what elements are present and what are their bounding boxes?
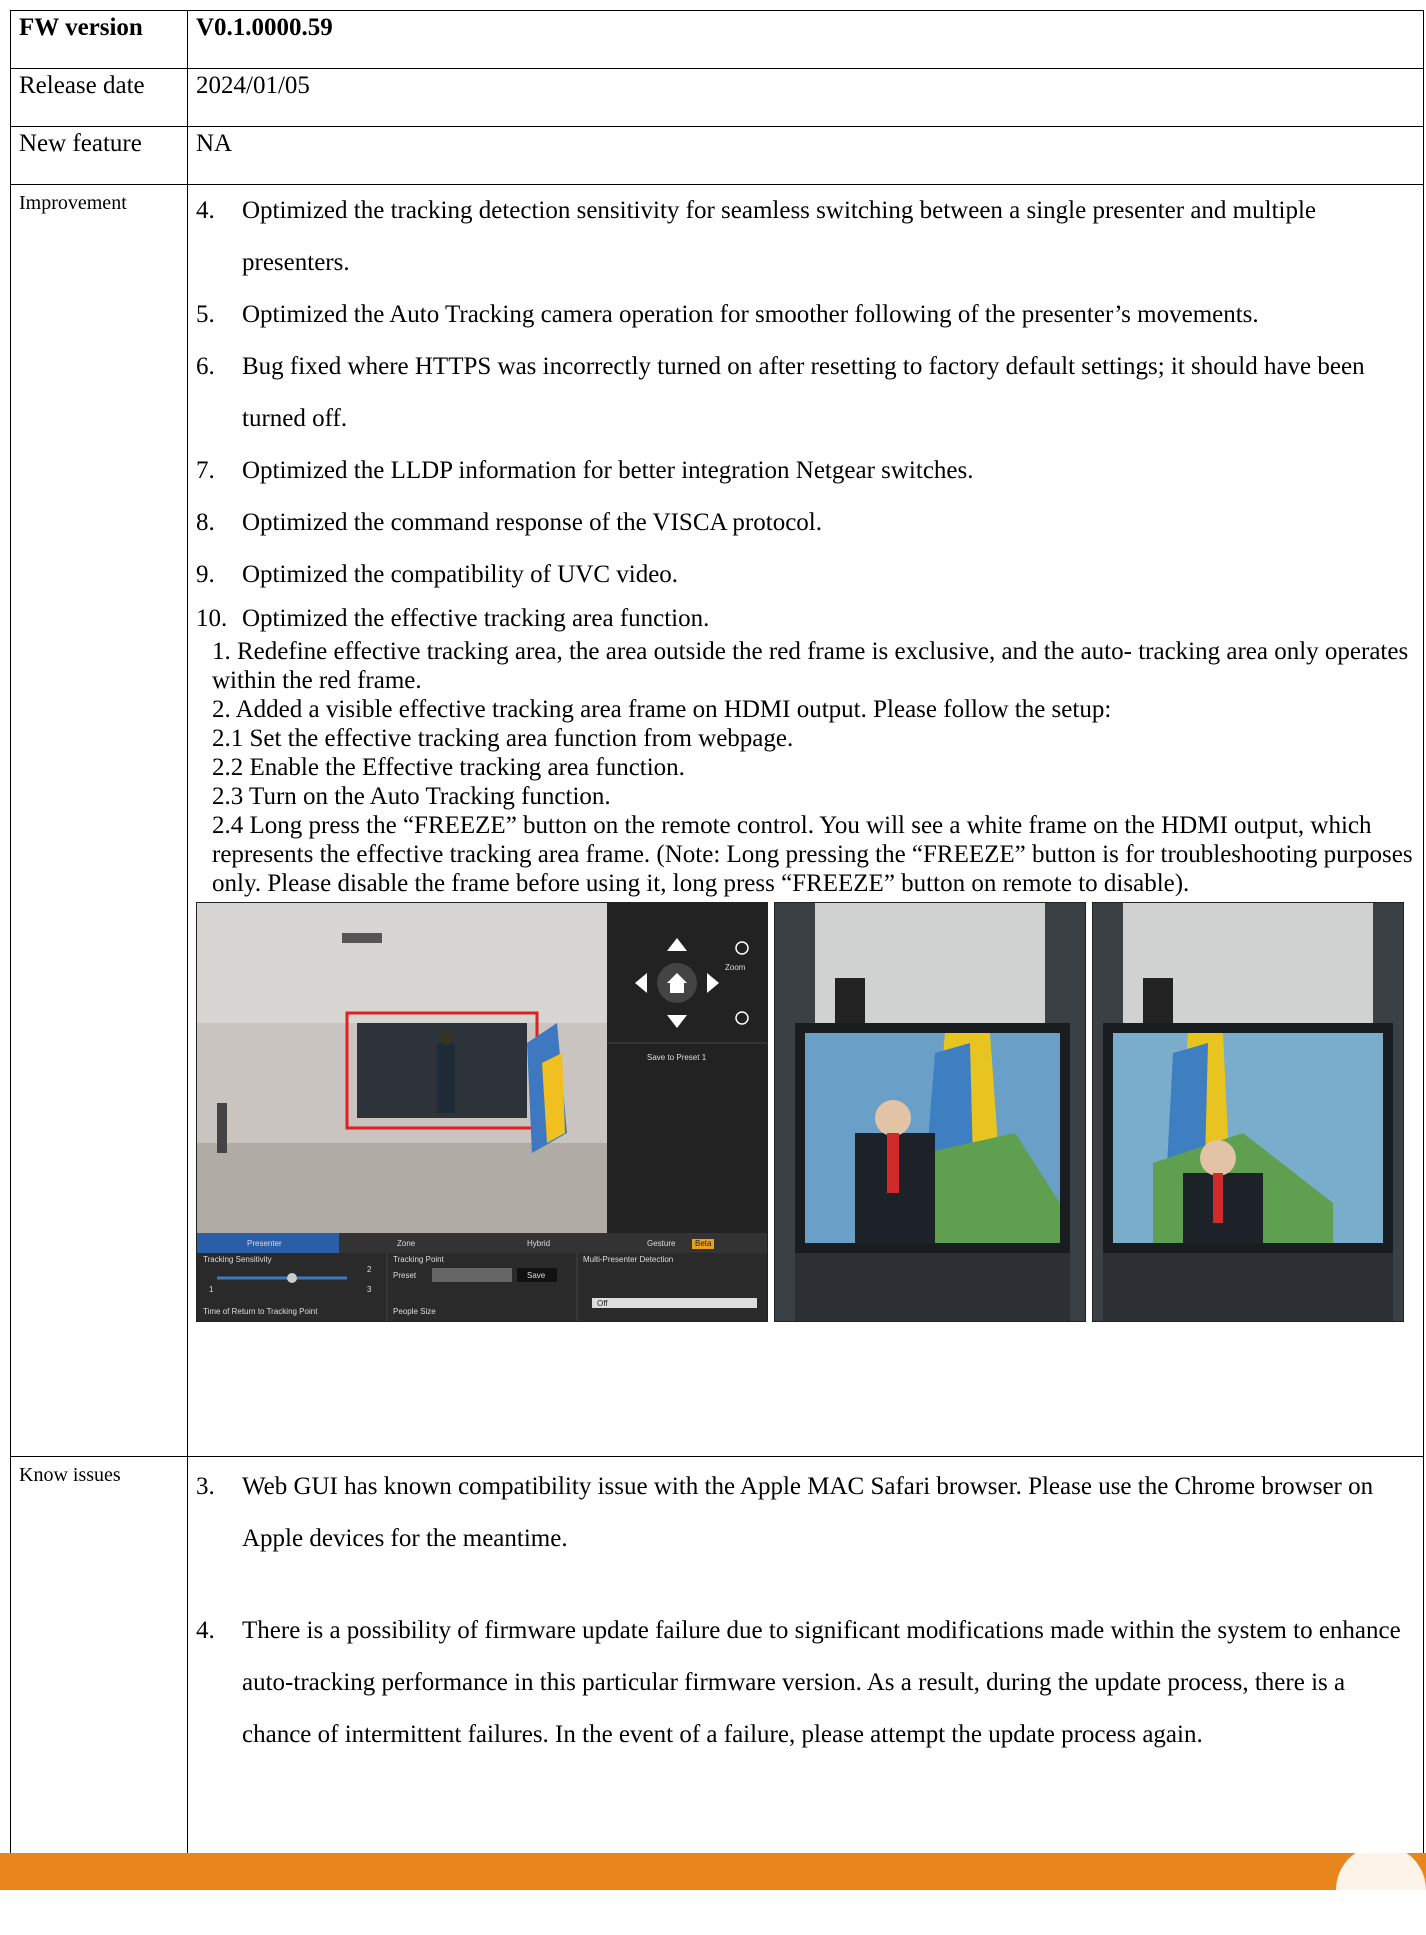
- preset-save-button[interactable]: Save: [527, 1271, 546, 1280]
- fw-version-label-text: FW version: [19, 14, 143, 41]
- list-item-number: 4.: [196, 1617, 215, 1644]
- row-improvement: [11, 185, 1424, 1457]
- known-issues-label: [11, 1457, 188, 1877]
- sub-step: 2.1 Set the effective tracking area function from webpage.: [212, 725, 794, 752]
- hdmi-photo-1-art: [775, 903, 1085, 1322]
- list-item-number: 9.: [196, 561, 215, 588]
- list-item: [196, 445, 1415, 497]
- list-item-text: Optimized the compatibility of UVC video.: [242, 561, 679, 588]
- row-known-issues: [11, 1457, 1424, 1877]
- new-feature-label-text: New feature: [19, 130, 142, 157]
- sub-step: 1. Redefine effective tracking area, the area outside the red frame is exclusive, and the auto- tracking area only operates within the red frame.: [212, 638, 1409, 694]
- list-item-text: Optimized the command response of the VISCA protocol.: [242, 509, 822, 536]
- release-date-label-text: Release date: [19, 72, 145, 99]
- list-item-text: Web GUI has known compatibility issue with the Apple MAC Safari browser. Please use the Chrome browser on Apple devices for the meantime.: [242, 1473, 1374, 1552]
- list-item-number: 5.: [196, 301, 215, 328]
- improvement-content: [188, 185, 1424, 1457]
- brand-logo-icon: [1336, 1845, 1426, 1935]
- improvement-label-text: Improvement: [19, 192, 127, 214]
- row-release-date: [11, 69, 1424, 127]
- fw-version-value-text: V0.1.0000.59: [196, 14, 333, 41]
- multi-presenter-select[interactable]: Off: [597, 1299, 608, 1308]
- list-item: [196, 1605, 1415, 1761]
- release-date-value: [188, 69, 1424, 127]
- list-item-text: There is a possibility of firmware update failure due to significant modifications made within the system to enhance auto-tracking performance in this particular firmware version. As a result, during the update process, there is a chance of intermittent failures. In the event of a failure, please attempt the update process again.: [242, 1617, 1401, 1748]
- tab-presenter[interactable]: Presenter: [247, 1239, 282, 1248]
- release-date-label: [11, 69, 188, 127]
- sens-val: 2: [367, 1265, 372, 1274]
- list-item: [196, 601, 1415, 637]
- sub-step: 2.2 Enable the Effective tracking area function.: [212, 754, 685, 781]
- web-ui-screenshot-art: [197, 903, 767, 1322]
- known-issues-label-text: Know issues: [19, 1464, 121, 1486]
- sens-min: 1: [209, 1285, 214, 1294]
- hdmi-output-photo-2: [1092, 902, 1404, 1322]
- list-item-text: Optimized the tracking detection sensitivity for seamless switching between a single presenter and multiple presenters.: [242, 197, 1317, 276]
- improvement-list: [196, 185, 1415, 637]
- footer-banner: [0, 1853, 1426, 1890]
- list-item-number: 7.: [196, 457, 215, 484]
- sens-max: 3: [367, 1285, 372, 1294]
- time-return-label: Time of Return to Tracking Point: [203, 1307, 318, 1316]
- web-ui-screenshot: [196, 902, 768, 1322]
- release-date-value-text: 2024/01/05: [196, 72, 310, 99]
- list-item-number: 10.: [196, 605, 228, 632]
- sub-step: 2.3 Turn on the Auto Tracking function.: [212, 783, 611, 810]
- fw-version-value: [188, 11, 1424, 69]
- preset-label: Preset: [393, 1271, 417, 1280]
- hdmi-output-photo-1: [774, 902, 1086, 1322]
- list-item: [196, 1461, 1415, 1565]
- known-issues-content: [188, 1457, 1424, 1877]
- list-item-text: Optimized the effective tracking area function.: [242, 605, 710, 632]
- sub-step: 2. Added a visible effective tracking area frame on HDMI output. Please follow the setup:: [212, 696, 1112, 723]
- release-notes-table: [10, 10, 1424, 1877]
- tracking-point-label: Tracking Point: [393, 1255, 444, 1264]
- list-item-text: Optimized the Auto Tracking camera operation for smoother following of the presenter’s movements.: [242, 301, 1259, 328]
- list-item-number: 4.: [196, 197, 215, 224]
- improvement-sub-steps: [196, 637, 1415, 898]
- new-feature-value-text: NA: [196, 130, 233, 157]
- list-item-text: Bug fixed where HTTPS was incorrectly turned on after resetting to factory default settings; it should have been turned off.: [242, 353, 1365, 432]
- sub-step: 2.4 Long press the “FREEZE” button on the remote control. You will see a white frame on the HDMI output, which represents the effective tracking area frame. (Note: Long pressing the “FREEZE” button is for troubleshooting purposes only. Please disable the frame before using it, long press “FREEZE” button on remote to disable).: [212, 812, 1413, 897]
- list-item: [196, 341, 1415, 445]
- new-feature-value: [188, 127, 1424, 185]
- multi-presenter-label: Multi-Presenter Detection: [583, 1255, 674, 1264]
- tracking-sensitivity-label: Tracking Sensitivity: [203, 1255, 272, 1264]
- list-item-number: 6.: [196, 353, 215, 380]
- screenshot-gallery: [196, 902, 1415, 1322]
- improvement-label: [11, 185, 188, 1457]
- list-item: [196, 549, 1415, 601]
- row-fw-version: [11, 11, 1424, 69]
- tab-zone[interactable]: Zone: [397, 1239, 416, 1248]
- new-feature-label: [11, 127, 188, 185]
- list-item-number: 8.: [196, 509, 215, 536]
- people-size-label: People Size: [393, 1307, 436, 1316]
- zoom-label: Zoom: [725, 963, 746, 972]
- list-item: [196, 185, 1415, 289]
- row-new-feature: [11, 127, 1424, 185]
- list-item: [196, 497, 1415, 549]
- hdmi-photo-2-art: [1093, 903, 1403, 1322]
- known-issues-list: [196, 1461, 1415, 1761]
- save-to-preset-label: Save to Preset 1: [647, 1053, 707, 1062]
- tab-hybrid[interactable]: Hybrid: [527, 1239, 551, 1248]
- list-item: [196, 289, 1415, 341]
- beta-badge: Beta: [692, 1239, 714, 1249]
- list-item-text: Optimized the LLDP information for better integration Netgear switches.: [242, 457, 974, 484]
- fw-version-label: [11, 11, 188, 69]
- tab-gesture[interactable]: Gesture: [647, 1239, 676, 1248]
- list-item-number: 3.: [196, 1473, 215, 1500]
